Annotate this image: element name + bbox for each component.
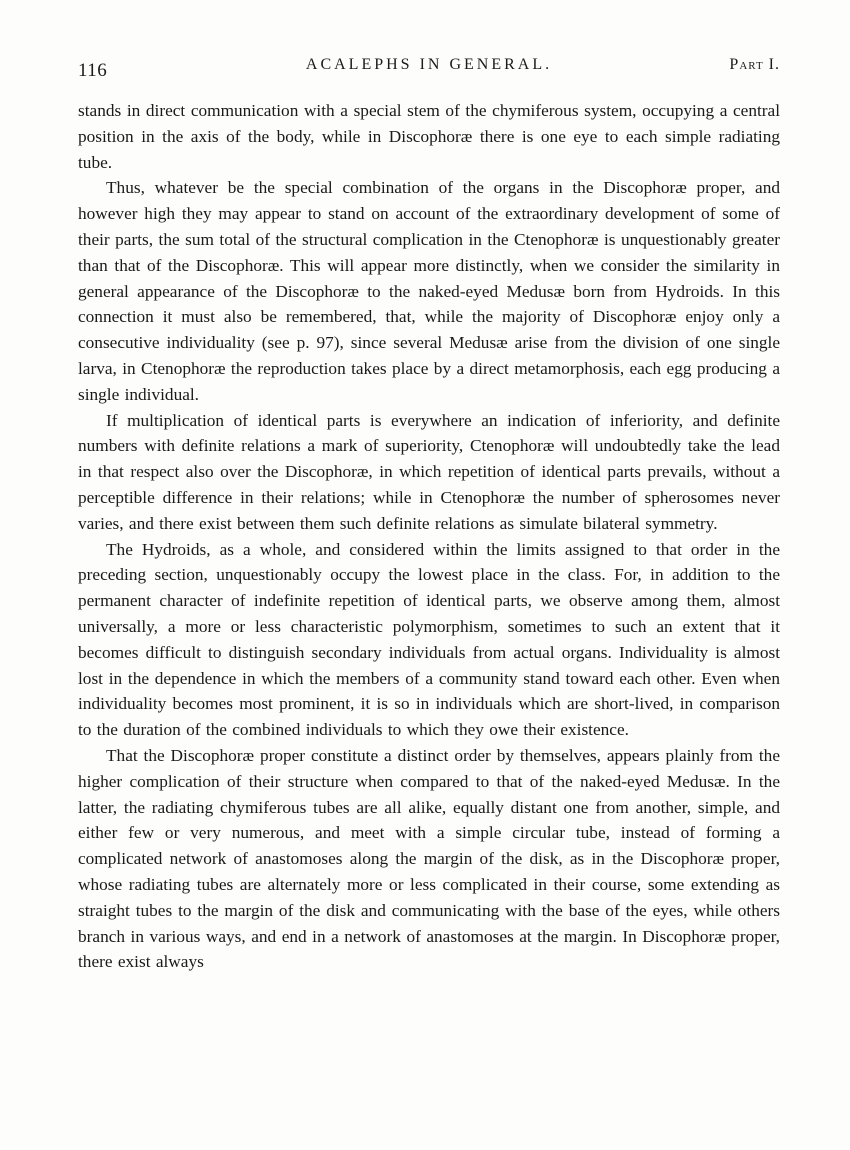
running-head <box>78 56 780 82</box>
paragraph-discophorae-order: That the Discophoræ proper constitute a distinct order by themselves, appears plainly from the higher complication of their structure when compared to that of the naked-eyed Medusæ. In the latter, the radiating chymiferous tubes are all alike, equally distant one from another, simple, and either few or very numerous, and meet with a simple circular tube, instead of forming a complicated network of anastomoses along the margin of the disk, as in the Discophoræ proper, whose radiating tubes are alternately more or less complicated in their course, some extending as straight tubes to the margin of the disk and communicating with the base of the eyes, while others branch in various ways, and end in a network of anastomoses at the margin. In Discophoræ proper, there exist always <box>78 745 780 972</box>
part-label: Part I. <box>729 56 780 73</box>
paragraph-multiplication: If multiplication of identical parts is everywhere an indication of inferiority, and definite numbers with definite relations a mark of superiority, Ctenophoræ will undoubtedly take the lead in that respect also over the Discophoræ, in which repetition of identical parts prevails, without a perceptible difference in their relations; while in Ctenophoræ the number of spherosomes never varies, and there exist between them such definite relations as simulate bilateral symmetry. <box>78 410 780 533</box>
page-number: 116 <box>78 60 108 81</box>
body-text <box>78 98 780 975</box>
paragraph-continued: stands in direct communication with a special stem of the chymiferous system, occupying a central position in the axis of the body, while in Discophoræ there is one eye to each simple radiating tube. <box>78 101 780 172</box>
paragraph-ctenophorae-complexity: Thus, whatever be the special combination of the organs in the Discophoræ proper, and however high they may appear to stand on account of the extraordinary development of some of their parts, the sum total of the structural complication in the Ctenophoræ is unquestionably greater than that of the Discophoræ. This will appear more distinctly, when we consider the similarity in general appearance of the Discophoræ to the naked-eyed Medusæ born from Hydroids. In this connection it must also be remembered, that, while the majority of Discophoræ enjoy only a consecutive individuality (see p. 97), since several Medusæ arise from the division of one single larva, in Ctenophoræ the reproduction takes place by a direct metamorphosis, each egg producing a single individual. <box>78 178 780 404</box>
paragraph-hydroids: The Hydroids, as a whole, and considered within the limits assigned to that order in the preceding section, unquestionably occupy the lowest place in the class. For, in addition to the permanent character of indefinite repetition of identical parts, we observe among them, almost universally, a more or less characteristic polymorphism, sometimes to such an extent that it becomes difficult to distinguish secondary individuals from actual organs. Individuality is almost lost in the dependence in which the members of a community stand toward each other. Even when individuality becomes most prominent, it is so in individuals which are short-lived, in comparison to the duration of the combined individuals to which they owe their existence. <box>78 539 780 740</box>
running-title: ACALEPHS IN GENERAL. <box>305 56 553 73</box>
